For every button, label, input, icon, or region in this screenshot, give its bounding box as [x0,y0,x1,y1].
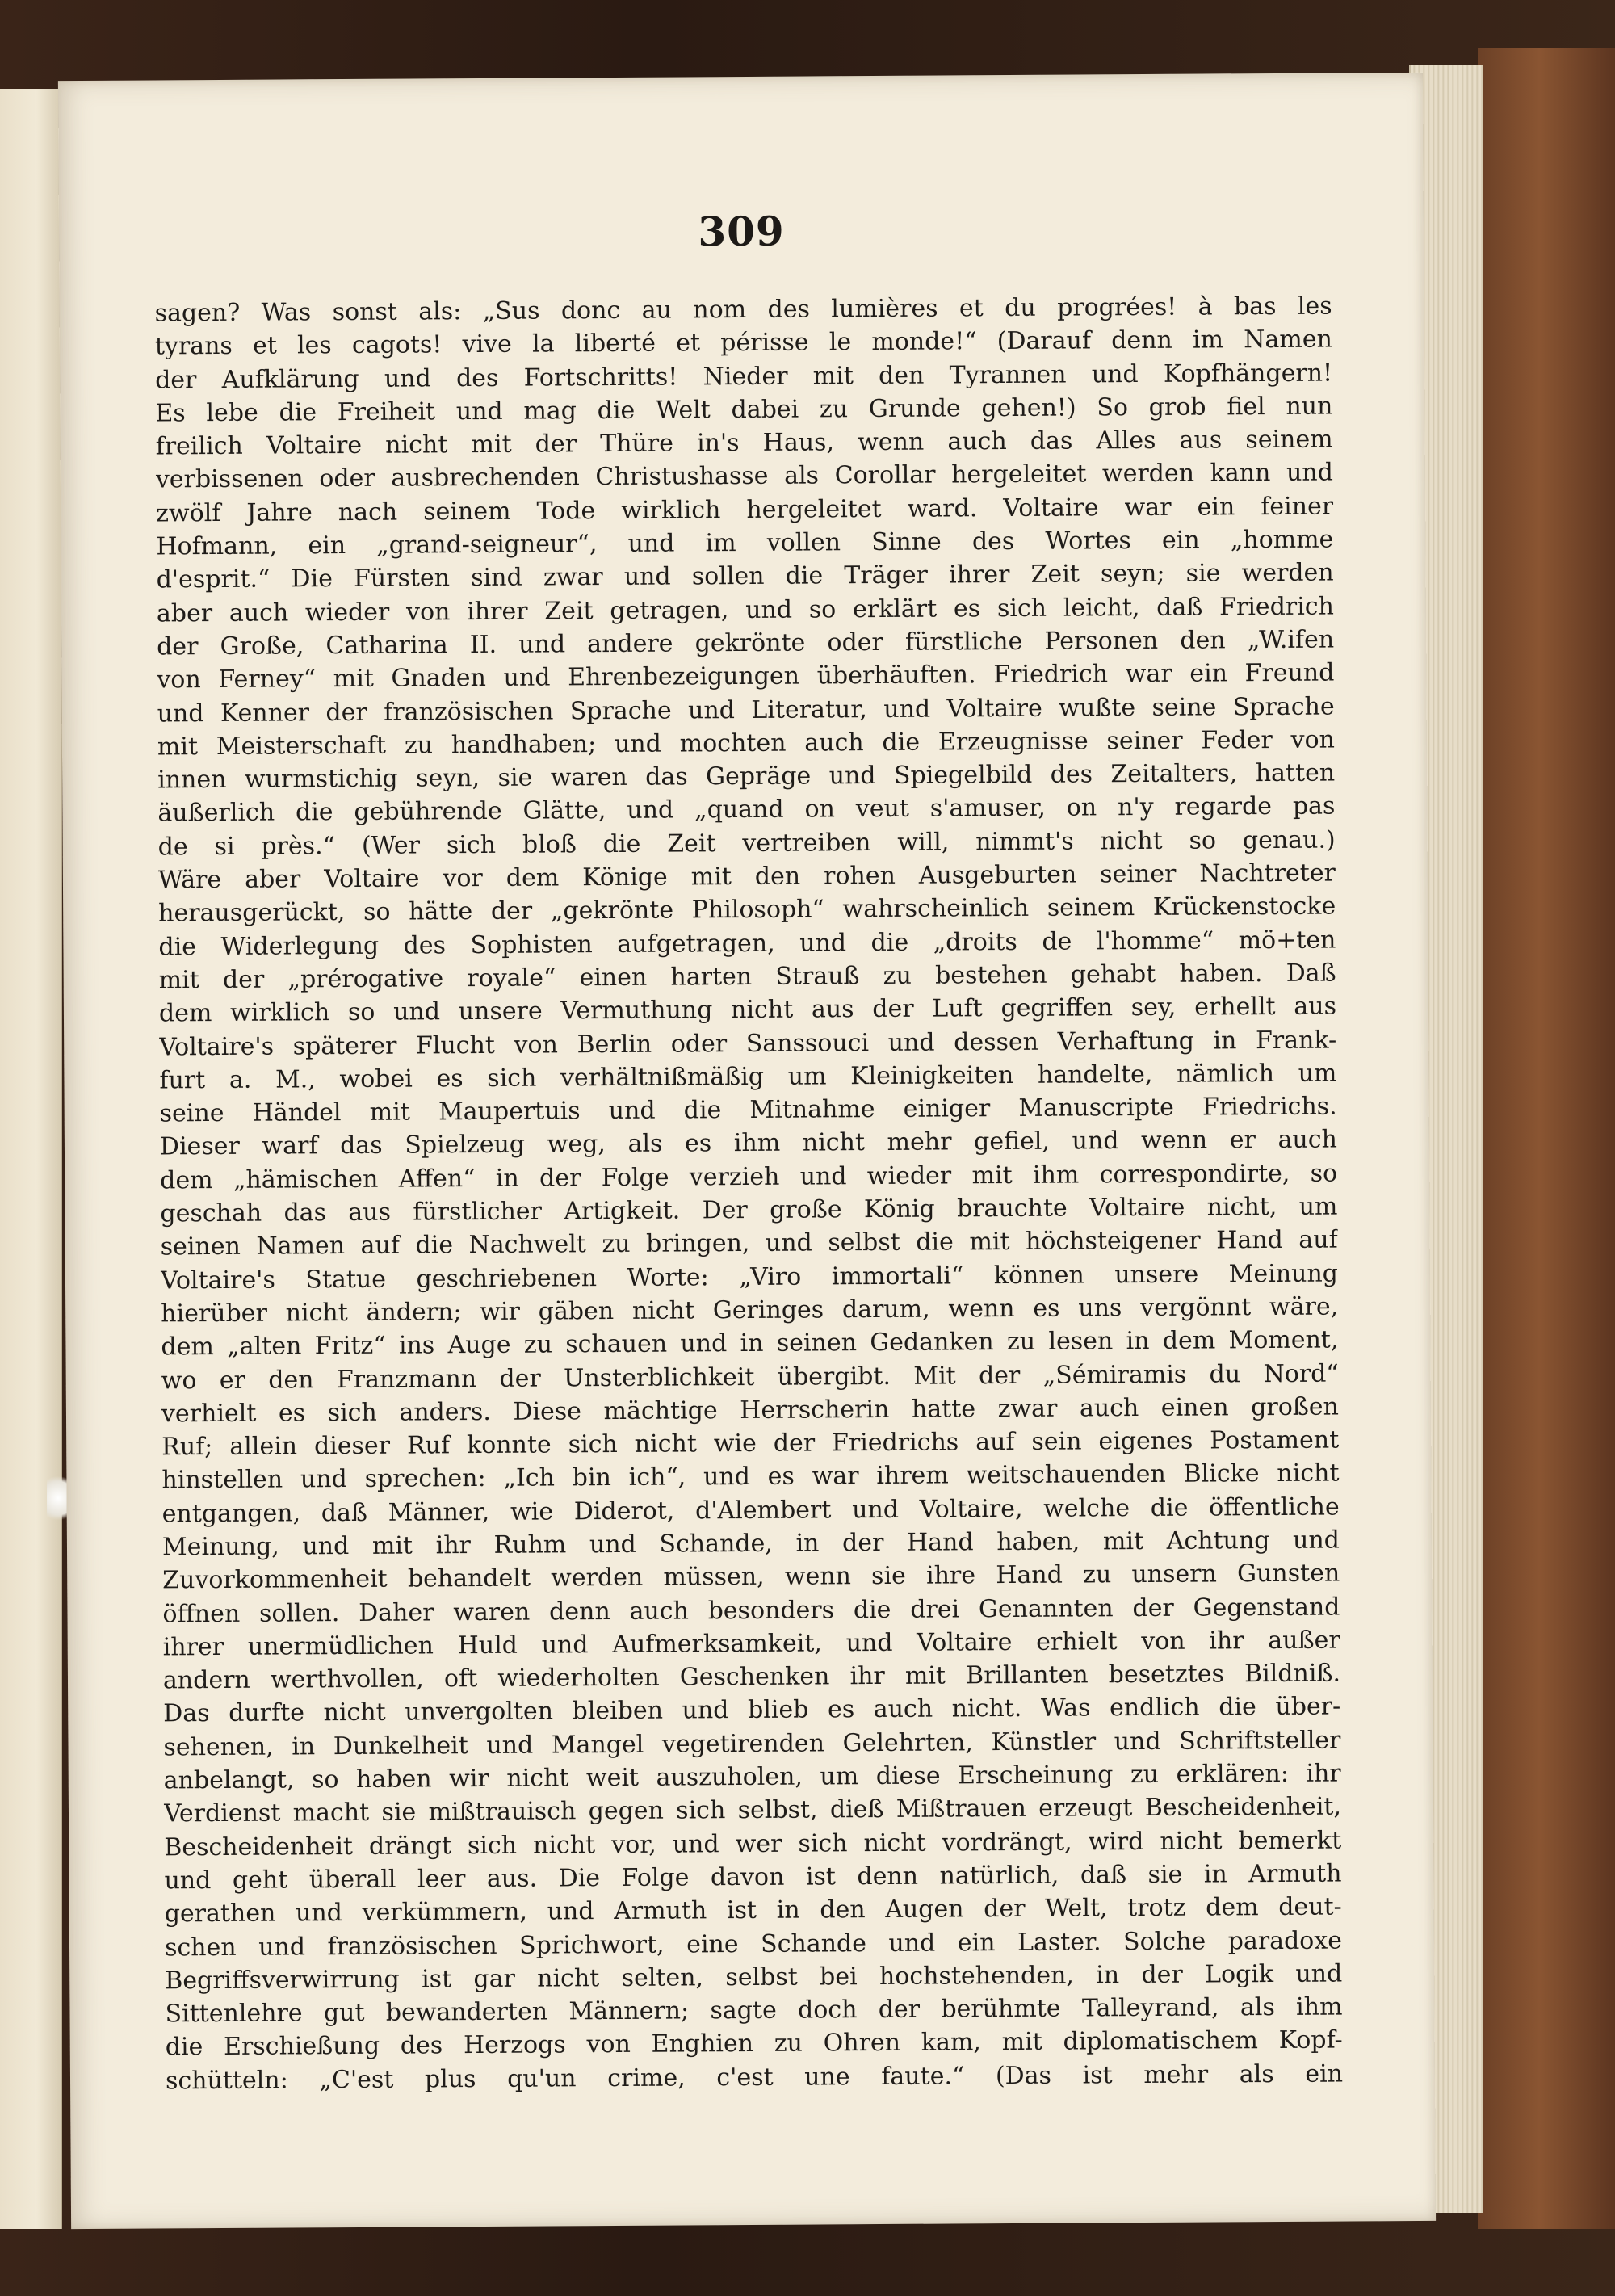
text-line: dem „hämischen Affen“ in der Folge verzieh und wieder mit ihm correspondirte, so [160,1159,1338,1195]
text-line: öffnen sollen. Daher waren denn auch besonders die drei Genannten der Gegenstand [162,1593,1340,1629]
text-line: und Kenner der französischen Sprache und Literatur, und Voltaire wußte seine Sprache [157,692,1335,728]
text-line: der Aufklärung und des Fortschritts! Nieder mit den Tyrannen und Kopfhängern! [155,359,1333,395]
text-line: anbelangt, so haben wir nicht weit auszuholen, um diese Erscheinung zu erklären: ihr [163,1759,1341,1795]
text-line: dem wirklich so und unsere Vermuthung nicht aus der Luft gegriffen sey, erhellt aus [158,992,1337,1028]
text-line: sehenen, in Dunkelheit und Mangel vegetirenden Gelehrten, Künstler und Schriftsteller [163,1726,1341,1762]
text-line: Dieser warf das Spielzeug weg, als es ihm nicht mehr gefiel, und wenn er auch [159,1125,1338,1161]
previous-page-edge [0,89,62,2229]
text-line: geschah das aus fürstlicher Artigkeit. Der große König brauchte Voltaire nicht, um [160,1192,1338,1228]
text-line: Zuvorkommenheit behandelt werden müssen, wenn sie ihre Hand zu unsern Gunsten [162,1559,1340,1595]
text-line: dem „alten Fritz“ ins Auge zu schauen und in seinen Gedanken zu lesen in dem Moment, [161,1325,1339,1362]
text-line: Es lebe die Freiheit und mag die Welt dabei zu Grunde gehen!) So grob fiel nun [155,392,1333,428]
text-line: tyrans et les cagots! vive la liberté et périsse le monde!“ (Darauf denn im Namen [154,325,1332,361]
text-line: sagen? Was sonst als: „Sus donc au nom des lumières et du progrées! à bas les [154,292,1332,328]
text-line: Das durfte nicht unvergolten bleiben und blieb es auch nicht. Was endlich die über- [163,1692,1341,1728]
text-line: Meinung, und mit ihr Ruhm und Schande, in der Hand haben, mit Achtung und [162,1526,1340,1562]
text-line: hinstellen und sprechen: „Ich bin ich“, und es war ihrem weitschauenden Blicke nicht [162,1459,1340,1495]
text-line: Begriffsverwirrung ist gar nicht selten, selbst bei hochstehenden, in der Logik und [165,1959,1343,1996]
text-line: Bescheidenheit drängt sich nicht vor, und wer sich nicht vordrängt, wird nicht bemerkt [164,1826,1342,1862]
text-line: herausgerückt, so hätte der „gekrönte Philosoph“ wahrscheinlich seinem Krückenstocke [158,892,1336,928]
text-line: furt a. M., wobei es sich verhältnißmäßig um Kleinigkeiten handelte, nämlich um [159,1059,1337,1095]
text-line: verbissenen oder ausbrechenden Christushasse als Corollar hergeleitet werden kann und [155,459,1333,494]
text-line: der Große, Catharina II. und andere gekrönte oder fürstliche Personen den „W.ifen [157,625,1335,661]
book-cover-board [1478,48,1615,2229]
text-line: die Erschießung des Herzogs von Enghien zu Ohren kam, mit diplomatischem Kopf- [165,2025,1343,2062]
text-line: seine Händel mit Maupertuis und die Mitnahme einiger Manuscripte Friedrichs. [159,1092,1337,1128]
text-line: schütteln: „C'est plus qu'un crime, c'est une faute.“ (Das ist mehr als ein [165,2059,1344,2096]
page-number: 309 [698,207,785,256]
text-line: äußerlich die gebührende Glätte, und „quand on veut s'amuser, on n'y regarde pas [157,791,1336,828]
text-line: Wäre aber Voltaire vor dem Könige mit den rohen Ausgeburten seiner Nachtreter [157,858,1336,895]
text-line: aber auch wieder von ihrer Zeit getragen, und so erklärt es sich leicht, daß Friedrich [156,592,1335,628]
text-line: seinen Namen auf die Nachwelt zu bringen, und selbst die mit höchsteigener Hand auf [160,1225,1338,1261]
book-page [58,73,1436,2229]
text-line: Voltaire's Statue geschriebenen Worte: „Viro immortali“ können unsere Meinung [160,1259,1339,1295]
text-line: von Ferney“ mit Gnaden und Ehrenbezeigungen überhäuften. Friedrich war ein Freund [157,658,1335,695]
text-line: wo er den Franzmann der Unsterblichkeit übergibt. Mit der „Sémiramis du Nord“ [161,1359,1339,1395]
text-line: gerathen und verkümmern, und Armuth ist in den Augen der Welt, trotz dem deut- [164,1892,1342,1929]
text-line: innen wurmstichig seyn, sie waren das Gepräge und Spiegelbild des Zeitalters, hatten [157,758,1336,795]
text-line: hierüber nicht ändern; wir gäben nicht Geringes darum, wenn es uns vergönnt wäre, [161,1292,1339,1328]
text-line: Ruf; allein dieser Ruf konnte sich nicht wie der Friedrichs auf sein eigenes Postament [162,1425,1340,1462]
text-line: und geht überall leer aus. Die Folge davon ist denn natürlich, daß sie in Armuth [164,1859,1342,1895]
text-line: freilich Voltaire nicht mit der Thüre in's Haus, wenn auch das Alles aus seinem [155,425,1333,461]
text-line: Voltaire's späterer Flucht von Berlin oder Sanssouci und dessen Verhaftung in Frank- [159,1026,1337,1061]
text-line: ihrer unermüdlichen Huld und Aufmerksamkeit, und Voltaire erhielt von ihr außer [162,1626,1340,1662]
text-line: zwölf Jahre nach seinem Tode wirklich hergeleitet ward. Voltaire war ein feiner [156,492,1334,528]
text-line: Sittenlehre gut bewanderten Männern; sagte doch der berühmte Talleyrand, als ihm [165,1992,1343,2029]
text-line: schen und französischen Sprichwort, eine Schande und ein Laster. Solche paradoxe [164,1926,1343,1962]
text-line: andern werthvollen, oft wiederholten Geschenken ihr mit Brillanten besetztes Bildniß. [162,1659,1341,1695]
text-line: verhielt es sich anders. Diese mächtige Herrscherin hatte zwar auch einen großen [161,1392,1340,1429]
text-line: mit der „prérogative royale“ einen harten Strauß zu bestehen gehabt haben. Daß [158,959,1336,995]
text-line: Verdienst macht sie mißtrauisch gegen sich selbst, dieß Mißtrauen erzeugt Bescheidenheit, [163,1792,1342,1828]
text-line: de si près.“ (Wer sich bloß die Zeit vertreiben will, nimmt's nicht so genau.) [157,825,1336,862]
text-line: d'esprit.“ Die Fürsten sind zwar und sollen die Träger ihrer Zeit seyn; sie werden [156,558,1334,594]
body-text [155,290,1344,2131]
text-line: Hofmann, ein „grand-seigneur“, und im vollen Sinne des Wortes ein „homme [156,525,1334,561]
text-line: entgangen, daß Männer, wie Diderot, d'Alembert und Voltaire, welche die öffentliche [162,1492,1340,1529]
text-line: mit Meisterschaft zu handhaben; und mochten auch die Erzeugnisse seiner Feder von [157,725,1336,762]
text-line: die Widerlegung des Sophisten aufgetragen, und die „droits de l'homme“ mö+ten [158,926,1336,962]
